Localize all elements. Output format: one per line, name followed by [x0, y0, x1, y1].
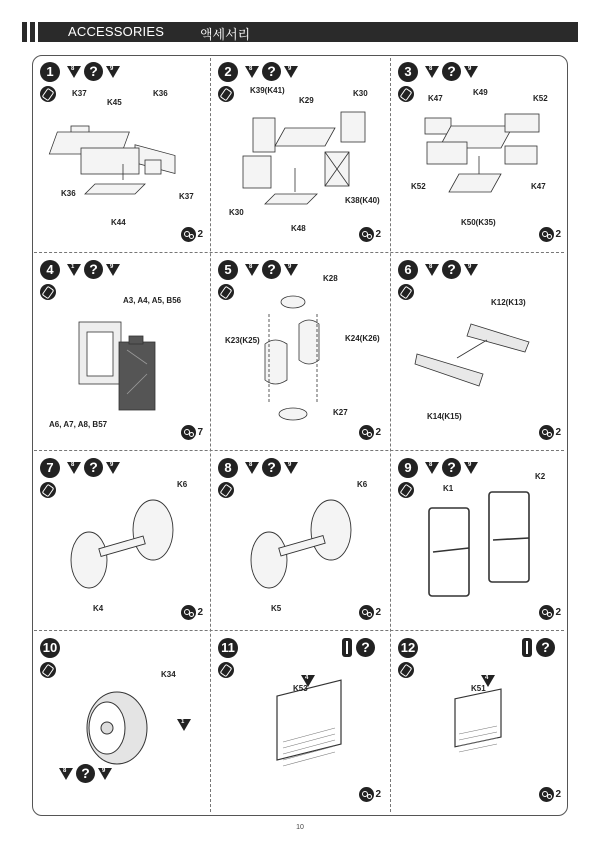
step-number: 6: [398, 260, 418, 280]
question-icon: ?: [442, 260, 461, 279]
part-label: K14(K15): [427, 412, 462, 421]
quantity-indicator: 2: [359, 226, 381, 242]
quantity-icon: [181, 227, 196, 242]
step-number: 11: [218, 638, 238, 658]
glue-icon: [398, 284, 414, 300]
step-illustration: [393, 254, 569, 450]
step-12: [393, 632, 569, 812]
part-label: K6: [177, 480, 188, 489]
part-label: K2: [535, 472, 546, 481]
step-2: [213, 56, 389, 252]
quantity-icon: [539, 227, 554, 242]
part-label: K38(K40): [345, 196, 380, 205]
quantity-icon: [539, 605, 554, 620]
glue-icon: [40, 482, 56, 498]
part-label: K45: [107, 98, 122, 107]
step-9: [393, 452, 569, 630]
paint-marker-icon: 9: [284, 462, 298, 474]
step-3: [393, 56, 569, 252]
step-badges: [65, 458, 122, 478]
part-label: K6: [357, 480, 368, 489]
paint-marker-icon: 8: [245, 462, 259, 474]
part-label: K39(K41): [250, 86, 285, 95]
paint-marker-icon: 9: [284, 66, 298, 78]
glue-icon: [218, 284, 234, 300]
part-label: K12(K13): [491, 298, 526, 307]
paint-marker-icon: 9: [284, 264, 298, 276]
question-icon: ?: [262, 62, 281, 81]
quantity-indicator: 2: [359, 424, 381, 440]
step-11: [213, 632, 389, 812]
quantity-indicator: 7: [181, 424, 203, 440]
step-1: [35, 56, 211, 252]
paint-marker-icon: 1: [175, 716, 193, 734]
step-badges: [423, 458, 480, 478]
quantity-indicator: 2: [181, 226, 203, 242]
part-label: K48: [291, 224, 306, 233]
paint-marker-icon: 9: [464, 66, 478, 78]
glue-icon: [398, 86, 414, 102]
part-sprue-icon: [522, 638, 532, 657]
part-label: K52: [411, 182, 426, 191]
part-label: K52: [533, 94, 548, 103]
paint-marker-icon: 9: [464, 462, 478, 474]
question-icon: ?: [84, 62, 103, 81]
step-badges: [519, 638, 556, 658]
part-label: K23(K25): [225, 336, 260, 345]
glue-icon: [40, 662, 56, 678]
row-divider: [34, 252, 564, 253]
step-7: [35, 452, 211, 630]
quantity-icon: [359, 425, 374, 440]
glue-icon: [398, 482, 414, 498]
part-label: K28: [323, 274, 338, 283]
paint-marker-icon: 8: [67, 462, 81, 474]
part-label: K36: [61, 189, 76, 198]
question-icon: ?: [84, 260, 103, 279]
paint-marker-icon: 9: [106, 264, 120, 276]
quantity-icon: [181, 425, 196, 440]
section-title-korean: 액세서리: [200, 27, 251, 42]
step-number: 1: [40, 62, 60, 82]
step-illustration: [393, 632, 569, 812]
part-label: K4: [93, 604, 104, 613]
column-divider: [390, 58, 391, 812]
part-label: K34: [161, 670, 176, 679]
header-bar: [38, 22, 578, 42]
paint-marker-icon: 9: [98, 768, 112, 780]
step-badges: [65, 62, 122, 82]
part-label: K37: [179, 192, 194, 201]
paint-marker-icon: 8: [245, 264, 259, 276]
step-illustration: [213, 632, 389, 812]
paint-marker-icon: 8: [425, 462, 439, 474]
paint-marker-icon: 8: [425, 264, 439, 276]
quantity-icon: [539, 425, 554, 440]
part-label: A3, A4, A5, B56: [123, 296, 182, 305]
part-label: K47: [531, 182, 546, 191]
step-number: 5: [218, 260, 238, 280]
part-label: K24(K26): [345, 334, 380, 343]
part-label: K30: [229, 208, 244, 217]
step-5: [213, 254, 389, 450]
step-4: [35, 254, 211, 450]
page-number: 10: [296, 824, 304, 831]
step-illustration: [213, 254, 389, 450]
quantity-icon: [359, 605, 374, 620]
question-icon: ?: [84, 458, 103, 477]
paint-marker-icon: 4: [479, 672, 497, 690]
quantity-indicator: 2: [539, 604, 561, 620]
step-number: 9: [398, 458, 418, 478]
question-icon: ?: [262, 458, 281, 477]
step-badges: [423, 62, 480, 82]
step-8: [213, 452, 389, 630]
part-label: K27: [333, 408, 348, 417]
paint-marker-icon: 8: [425, 66, 439, 78]
quantity-icon: [359, 227, 374, 242]
step-badges: [339, 638, 376, 658]
quantity-icon: [181, 605, 196, 620]
part-label: K47: [428, 94, 443, 103]
part-label: K1: [443, 484, 454, 493]
question-icon: ?: [356, 638, 375, 657]
header-bar-accent: [30, 22, 35, 42]
quantity-icon: [359, 787, 374, 802]
step-badges: [423, 260, 480, 280]
glue-icon: [40, 284, 56, 300]
step-badges: [243, 260, 300, 280]
step-number: 4: [40, 260, 60, 280]
row-divider: [34, 450, 564, 451]
paint-marker-icon: 4: [299, 672, 317, 690]
step-number: 2: [218, 62, 238, 82]
step-number: 3: [398, 62, 418, 82]
paint-marker-icon: 9: [106, 66, 120, 78]
paint-marker-icon: 8: [59, 768, 73, 780]
quantity-indicator: 2: [539, 226, 561, 242]
part-label: K53: [293, 684, 308, 693]
step-10: [35, 632, 211, 812]
quantity-indicator: 2: [539, 424, 561, 440]
section-header: [22, 22, 578, 44]
part-label: K30: [353, 89, 368, 98]
glue-icon: [218, 86, 234, 102]
step-badges: [243, 458, 300, 478]
section-title: ACCESSORIES: [68, 24, 165, 39]
glue-icon: [218, 482, 234, 498]
question-icon: ?: [536, 638, 555, 657]
step-number: 8: [218, 458, 238, 478]
part-label: K51: [471, 684, 486, 693]
step-badges: [57, 764, 114, 784]
glue-icon: [218, 662, 234, 678]
question-icon: ?: [262, 260, 281, 279]
quantity-indicator: 2: [359, 786, 381, 802]
part-label: K44: [111, 218, 126, 227]
part-label: K29: [299, 96, 314, 105]
paint-marker-icon: 1: [67, 264, 81, 276]
glue-icon: [398, 662, 414, 678]
glue-icon: [40, 86, 56, 102]
step-number: 7: [40, 458, 60, 478]
part-sprue-icon: [342, 638, 352, 657]
step-illustration: [213, 56, 389, 252]
header-bar-accent: [22, 22, 27, 42]
question-icon: ?: [442, 458, 461, 477]
paint-marker-icon: 9: [464, 264, 478, 276]
paint-marker-icon: 8: [67, 66, 81, 78]
quantity-indicator: 2: [359, 604, 381, 620]
question-icon: ?: [76, 764, 95, 783]
step-badges: [65, 260, 122, 280]
step-badges: [243, 62, 300, 82]
part-label: K5: [271, 604, 282, 613]
step-6: [393, 254, 569, 450]
row-divider: [34, 630, 564, 631]
part-label: K49: [473, 88, 488, 97]
paint-marker-icon: 9: [106, 462, 120, 474]
quantity-icon: [539, 787, 554, 802]
paint-marker-icon: 8: [245, 66, 259, 78]
question-icon: ?: [442, 62, 461, 81]
part-label: K36: [153, 89, 168, 98]
quantity-indicator: 2: [181, 604, 203, 620]
step-number: 10: [40, 638, 60, 658]
part-label: A6, A7, A8, B57: [49, 420, 108, 429]
step-number: 12: [398, 638, 418, 658]
quantity-indicator: 2: [539, 786, 561, 802]
part-label: K50(K35): [461, 218, 496, 227]
part-label: K37: [72, 89, 87, 98]
